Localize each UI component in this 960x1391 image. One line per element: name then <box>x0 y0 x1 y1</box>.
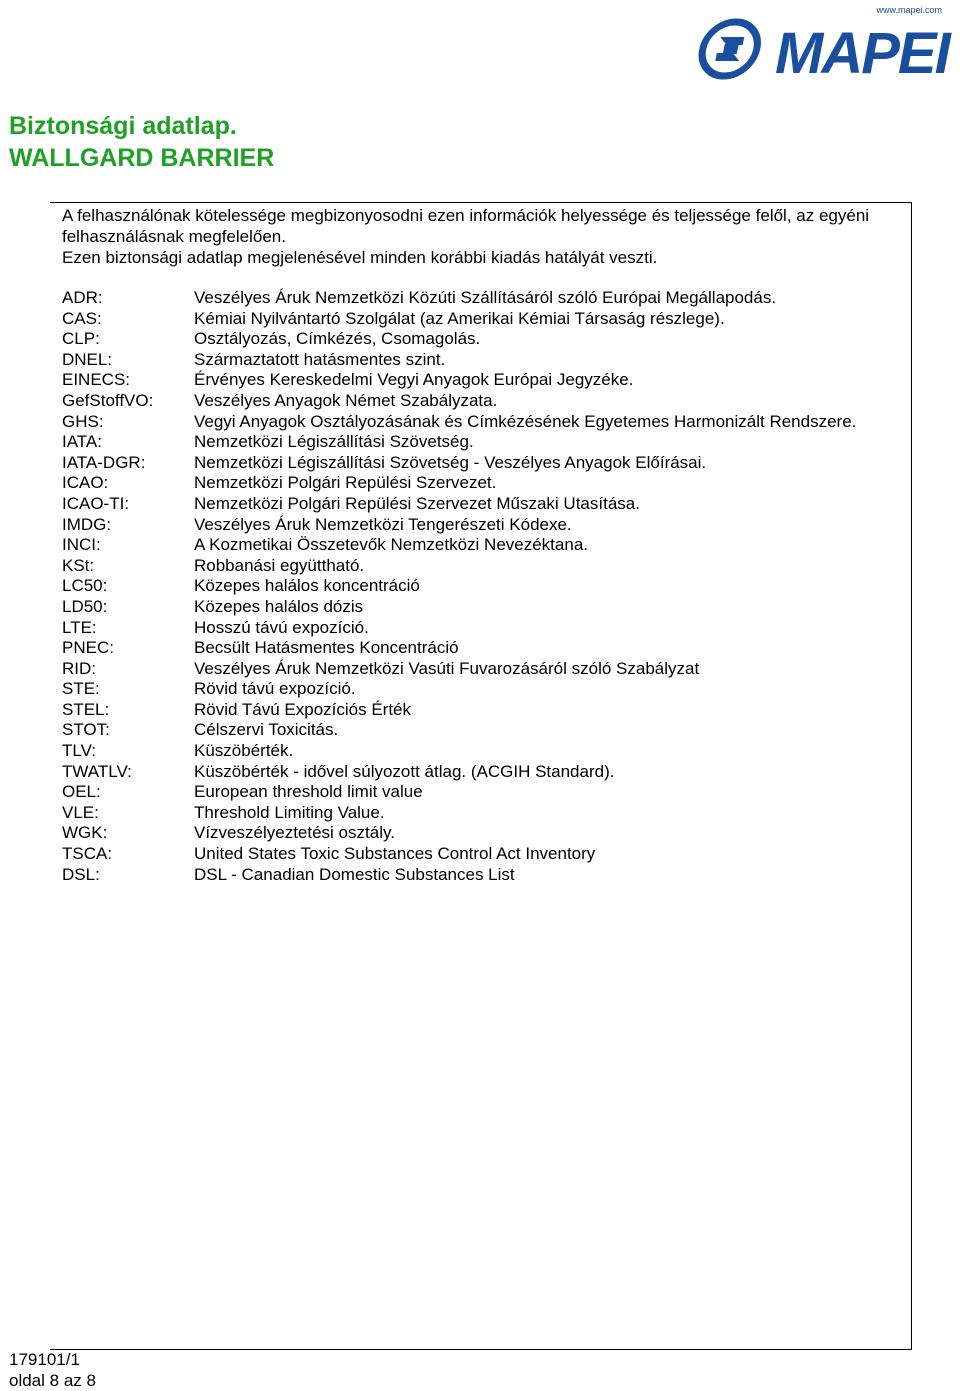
abbreviation-definition: Threshold Limiting Value. <box>194 802 385 822</box>
abbreviation-definition: Nemzetközi Polgári Repülési Szervezet. <box>194 473 497 493</box>
abbreviation-key: IMDG: <box>62 514 112 534</box>
document-code: 179101/1 <box>9 1350 80 1369</box>
abbreviation-key: EINECS: <box>62 370 131 390</box>
abbreviation-definition: A Kozmetikai Összetevők Nemzetközi Nevezéktana. <box>194 535 588 555</box>
abbreviation-definition: United States Toxic Substances Control Act Inventory <box>194 844 596 864</box>
abbreviation-row <box>62 659 902 680</box>
abbreviation-list <box>62 288 902 885</box>
abbreviation-row <box>62 679 902 700</box>
abbreviation-row <box>62 720 902 741</box>
abbreviation-key: KSt: <box>62 555 95 575</box>
abbreviation-key: ICAO-TI: <box>62 493 130 513</box>
page-number: oldal 8 az 8 <box>9 1371 96 1390</box>
abbreviation-row <box>62 597 902 618</box>
abbreviation-definition: Nemzetközi Légiszállítási Szövetség - Veszélyes Anyagok Előírásai. <box>194 452 707 472</box>
abbreviation-row <box>62 288 902 309</box>
abbreviation-definition: DSL - Canadian Domestic Substances List <box>194 864 515 884</box>
abbreviation-key: STEL: <box>62 699 110 719</box>
abbreviation-definition: Nemzetközi Légiszállítási Szövetség. <box>194 432 474 452</box>
abbreviation-definition: Becsült Hatásmentes Koncentráció <box>194 638 459 658</box>
abbreviation-key: LC50: <box>62 576 108 596</box>
logo-wordmark: MAPEI <box>775 21 949 83</box>
mapei-logo-graphic <box>697 15 954 83</box>
abbreviation-row <box>62 412 902 433</box>
intro-text <box>62 205 902 268</box>
mapei-logo <box>697 5 954 85</box>
abbreviation-row <box>62 453 902 474</box>
abbreviation-key: CAS: <box>62 308 102 328</box>
abbreviation-key: STOT: <box>62 720 110 740</box>
abbreviation-row <box>62 432 902 453</box>
abbreviation-definition: Veszélyes Anyagok Német Szabályzata. <box>194 390 498 410</box>
abbreviation-key: DSL: <box>62 864 100 884</box>
abbreviation-row <box>62 618 902 639</box>
abbreviation-definition: Veszélyes Áruk Nemzetközi Közúti Szállításáról szóló Európai Megállapodás. <box>194 288 777 307</box>
abbreviation-definition: Rövid Távú Expozíciós Érték <box>194 699 411 719</box>
abbreviation-row <box>62 782 902 803</box>
abbreviation-definition: Robbanási együttható. <box>194 555 365 575</box>
abbreviation-definition: Veszélyes Áruk Nemzetközi Vasúti Fuvarozásáról szóló Szabályzat <box>194 658 700 678</box>
abbreviation-key: STE: <box>62 679 100 699</box>
abbreviation-row <box>62 391 902 412</box>
abbreviation-row <box>62 823 902 844</box>
abbreviation-key: TWATLV: <box>62 761 132 781</box>
abbreviation-key: TLV: <box>62 741 97 761</box>
abbreviation-row <box>62 700 902 721</box>
abbreviation-key: ICAO: <box>62 473 109 493</box>
title-line-1: Biztonsági adatlap. <box>9 112 237 140</box>
abbreviation-row <box>62 741 902 762</box>
abbreviation-key: ADR: <box>62 288 103 307</box>
abbreviation-row <box>62 576 902 597</box>
abbreviation-key: GefStoffVO: <box>62 390 154 410</box>
abbreviation-key: LD50: <box>62 596 108 616</box>
abbreviation-key: VLE: <box>62 802 99 822</box>
abbreviation-definition: Közepes halálos dózis <box>194 596 364 616</box>
abbreviation-row <box>62 515 902 536</box>
abbreviation-definition: Nemzetközi Polgári Repülési Szervezet Műszaki Utasítása. <box>194 493 640 513</box>
abbreviation-definition: European threshold limit value <box>194 782 423 802</box>
abbreviation-definition: Osztályozás, Címkézés, Csomagolás. <box>194 329 481 349</box>
abbreviation-row <box>62 638 902 659</box>
abbreviation-row <box>62 865 902 886</box>
abbreviation-row <box>62 535 902 556</box>
abbreviation-definition: Kémiai Nyilvántartó Szolgálat (az Amerikai Kémiai Társaság részlege). <box>194 308 725 328</box>
abbreviation-definition: Küszöbérték - idővel súlyozott átlag. (ACGIH Standard). <box>194 761 615 781</box>
abbreviation-key: GHS: <box>62 411 104 431</box>
title-line-2: WALLGARD BARRIER <box>9 144 275 172</box>
abbreviation-definition: Veszélyes Áruk Nemzetközi Tengerészeti Kódexe. <box>194 514 572 534</box>
intro-responsibility: A felhasználónak kötelessége megbizonyosodni ezen információk helyessége és teljessége felől, az egyéni felhasználásnak megfelelően. <box>62 206 870 246</box>
abbreviation-definition: Vegyi Anyagok Osztályozásának és Címkézésének Egyetemes Harmonizált Rendszere. <box>194 411 857 431</box>
abbreviation-definition: Hosszú távú expozíció. <box>194 617 369 637</box>
abbreviation-row <box>62 309 902 330</box>
abbreviation-key: OEL: <box>62 782 101 802</box>
abbreviation-definition: Származtatott hatásmentes szint. <box>194 349 446 369</box>
abbreviation-key: PNEC: <box>62 638 114 658</box>
abbreviation-key: DNEL: <box>62 349 113 369</box>
abbreviation-row <box>62 329 902 350</box>
document-title <box>9 110 274 174</box>
abbreviation-key: INCI: <box>62 535 101 555</box>
abbreviation-key: WGK: <box>62 823 108 843</box>
abbreviation-row <box>62 803 902 824</box>
abbreviation-key: IATA: <box>62 432 102 452</box>
abbreviation-key: LTE: <box>62 617 97 637</box>
abbreviation-row <box>62 350 902 371</box>
abbreviation-key: IATA-DGR: <box>62 452 146 472</box>
abbreviation-definition: Vízveszélyeztetési osztály. <box>194 823 395 843</box>
abbreviation-key: RID: <box>62 658 96 678</box>
abbreviation-definition: Érvényes Kereskedelmi Vegyi Anyagok Európai Jegyzéke. <box>194 370 634 390</box>
abbreviation-definition: Küszöbérték. <box>194 741 294 761</box>
abbreviation-row <box>62 370 902 391</box>
abbreviation-row <box>62 556 902 577</box>
abbreviation-row <box>62 473 902 494</box>
abbreviation-definition: Közepes halálos koncentráció <box>194 576 420 596</box>
abbreviation-row <box>62 762 902 783</box>
intro-supersedes: Ezen biztonsági adatlap megjelenésével minden korábbi kiadás hatályát veszti. <box>62 248 658 267</box>
abbreviation-definition: Rövid távú expozíció. <box>194 679 356 699</box>
abbreviation-key: TSCA: <box>62 844 113 864</box>
page-footer <box>9 1349 96 1391</box>
abbreviation-definition: Célszervi Toxicitás. <box>194 720 339 740</box>
abbreviation-key: CLP: <box>62 329 100 349</box>
abbreviation-row <box>62 494 902 515</box>
abbreviation-row <box>62 844 902 865</box>
logo-url: www.mapei.com <box>876 5 942 15</box>
